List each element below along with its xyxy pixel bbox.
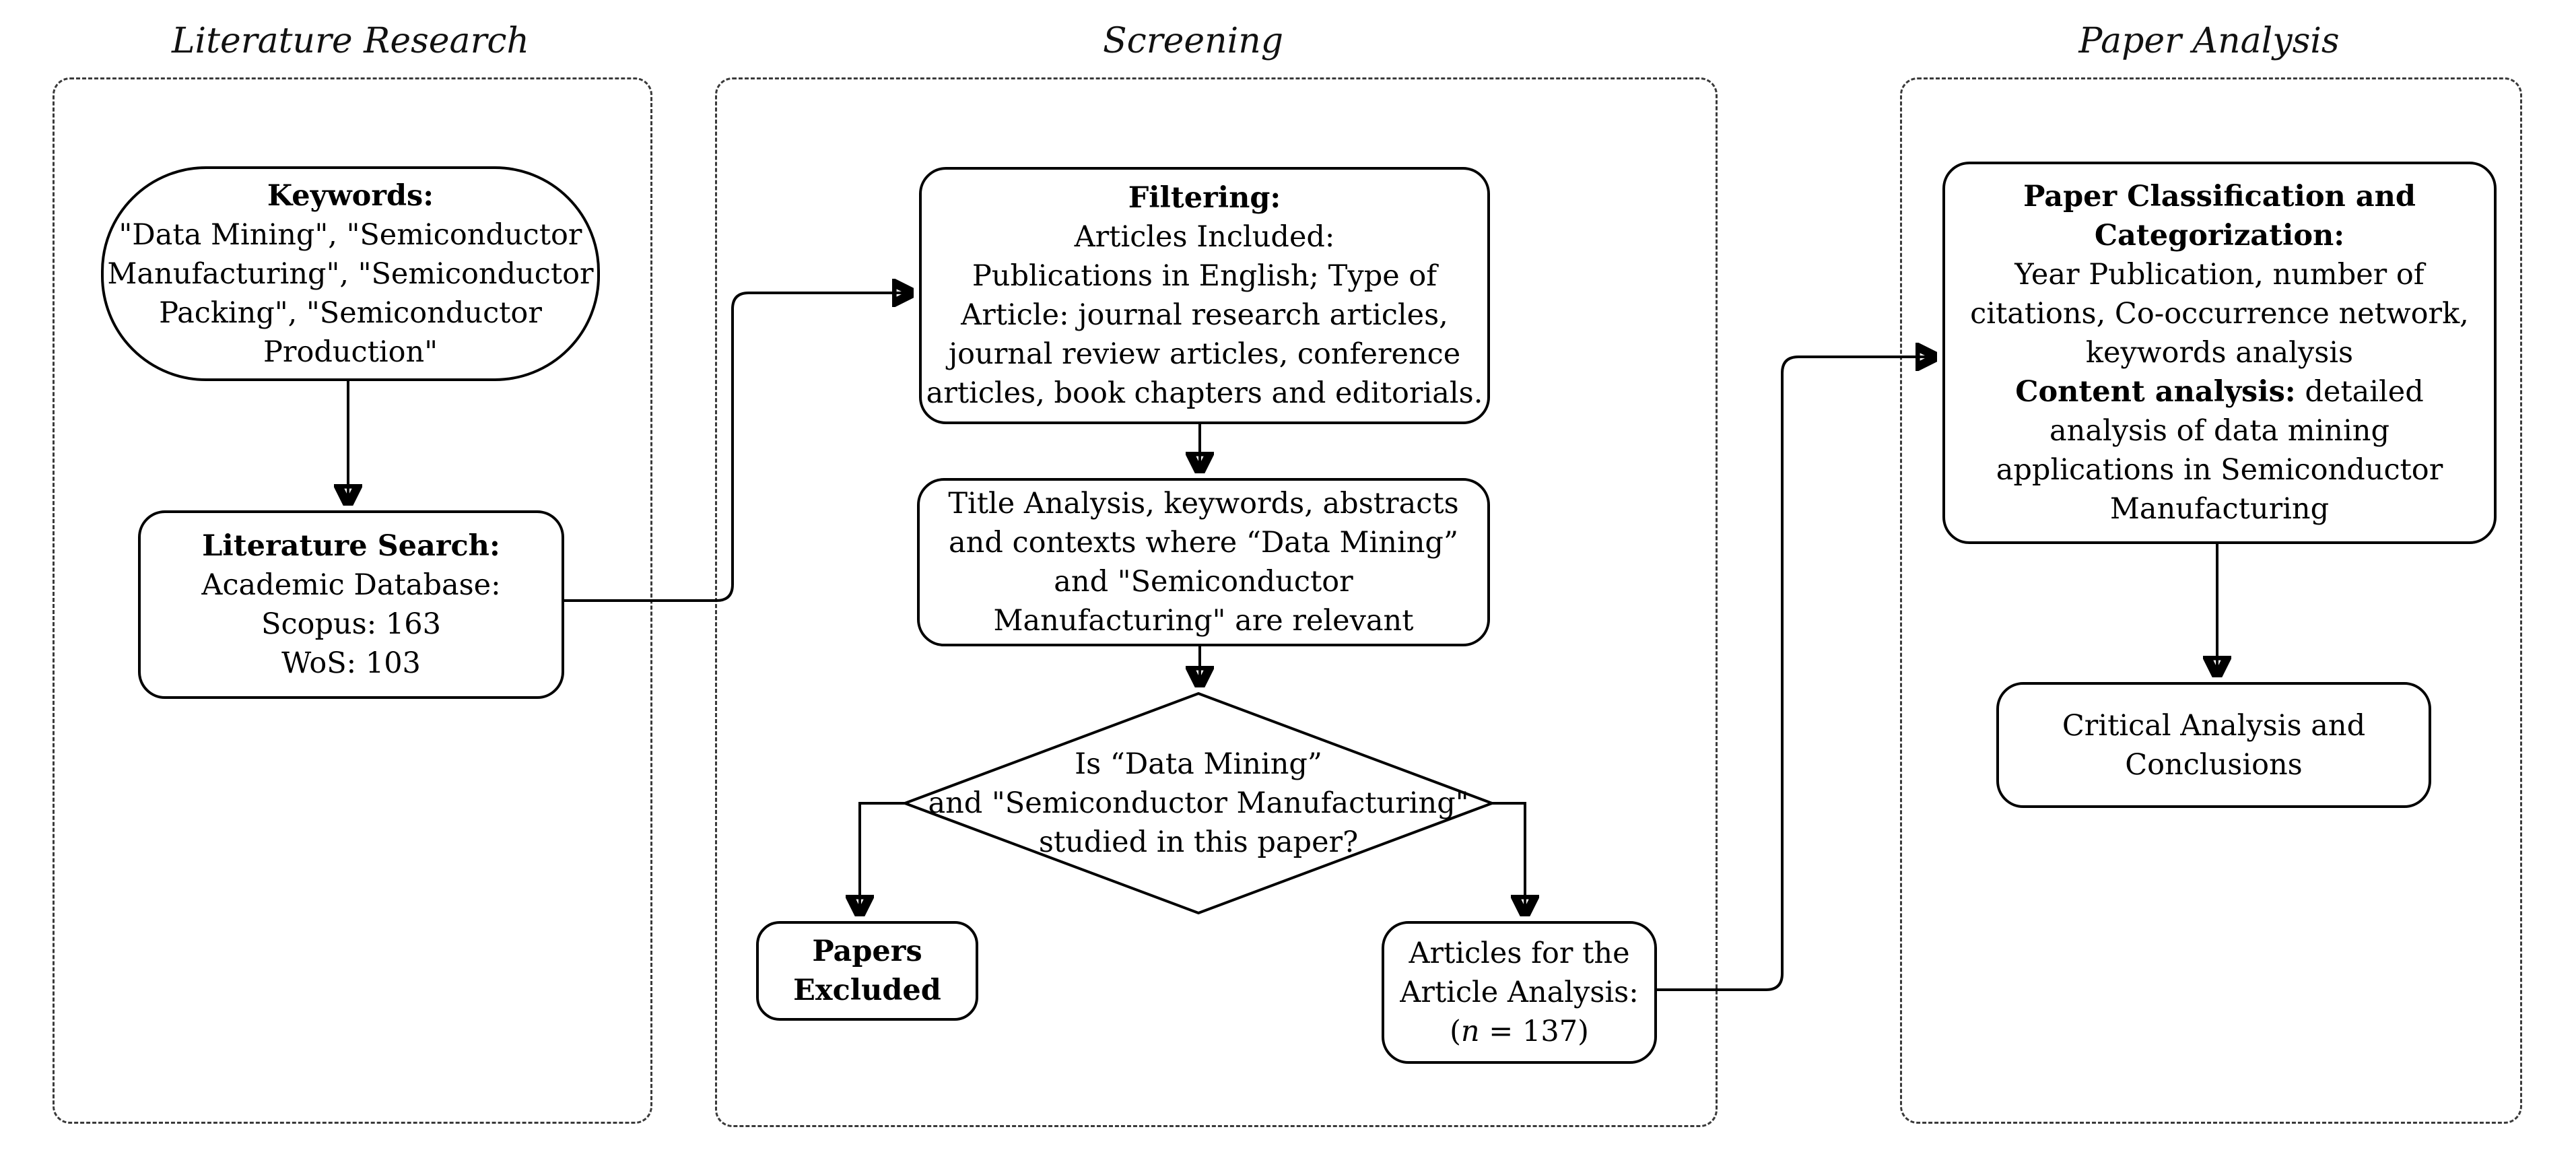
filtering-line: Publications in English; Type of (972, 259, 1437, 293)
articles-line: Article Analysis: (1400, 976, 1639, 1009)
papers-excluded-line: Excluded (793, 974, 941, 1007)
papers-excluded-line: Papers (812, 935, 922, 968)
literature-search-line: Academic Database: (201, 568, 501, 602)
content-analysis-line: applications in Semiconductor (1996, 453, 2443, 487)
node-critical-analysis (1996, 682, 2431, 808)
filtering-line: Article: journal research articles, (961, 298, 1448, 332)
critical-analysis-line: Conclusions (2125, 747, 2303, 782)
node-paper-classification (1942, 162, 2497, 544)
paper-classification-heading: Paper Classification and (2023, 180, 2416, 213)
critical-analysis-line: Critical Analysis and (2062, 708, 2366, 743)
title-analysis-line: Manufacturing" are relevant (993, 604, 1414, 638)
filtering-line: Articles Included: (1074, 220, 1335, 254)
keywords-heading: Keywords: (267, 178, 434, 213)
section-title-screening: Screening (1102, 21, 1284, 61)
title-analysis-line: and "Semiconductor (1054, 565, 1353, 599)
title-analysis-line: Title Analysis, keywords, abstracts (948, 487, 1459, 520)
articles-line: Articles for the (1409, 937, 1630, 970)
content-analysis-line (2015, 372, 2423, 411)
keywords-line: Packing", "Semiconductor (159, 296, 542, 330)
connector-articles-to-paper-classification (1652, 357, 1935, 990)
count-open: ( (1450, 1015, 1461, 1048)
connector-literature-search-to-filtering (559, 293, 912, 601)
decision-line: Is “Data Mining” (1075, 747, 1322, 781)
node-papers-excluded (756, 921, 978, 1021)
paper-classification-line: Year Publication, number of (2014, 258, 2425, 292)
node-literature-search (138, 510, 564, 699)
content-analysis-heading: Content analysis: (2015, 375, 2296, 409)
paper-classification-line: keywords analysis (2085, 336, 2354, 370)
literature-search-heading: Literature Search: (202, 529, 500, 563)
decision-text (928, 745, 1468, 862)
keywords-line: Manufacturing", "Semiconductor (107, 257, 594, 291)
content-analysis-line: analysis of data mining (2049, 414, 2389, 448)
node-keywords (101, 166, 600, 381)
node-decision-diamond (902, 691, 1495, 916)
keywords-line: Production" (263, 335, 438, 369)
paper-classification-heading: Categorization: (2094, 219, 2345, 252)
node-title-analysis (917, 478, 1490, 646)
articles-count-line (1450, 1012, 1589, 1051)
literature-search-line: Scopus: 163 (261, 607, 441, 641)
filtering-line: articles, book chapters and editorials. (926, 376, 1483, 410)
filtering-line: journal review articles, conference (948, 337, 1461, 371)
content-analysis-rest: detailed (2295, 375, 2424, 409)
literature-search-line: WoS: 103 (281, 646, 421, 680)
count-rest: = 137) (1479, 1015, 1589, 1048)
connector-decision-to-papers-excluded (860, 803, 906, 914)
count-variable: n (1460, 1015, 1480, 1048)
section-title-paper-analysis: Paper Analysis (2078, 21, 2340, 61)
content-analysis-line: Manufacturing (2109, 492, 2330, 526)
keywords-line: "Data Mining", "Semiconductor (118, 217, 582, 252)
paper-classification-line: citations, Co-occurrence network, (1970, 297, 2469, 331)
decision-line: and "Semiconductor Manufacturing" (928, 786, 1469, 820)
filtering-heading: Filtering: (1128, 181, 1281, 215)
node-filtering (919, 167, 1490, 424)
node-articles-for-analysis (1382, 921, 1657, 1064)
decision-line: studied in this paper? (1038, 825, 1359, 859)
connector-decision-to-articles (1491, 803, 1525, 914)
title-analysis-line: and contexts where “Data Mining” (949, 526, 1458, 560)
section-title-literature-research: Literature Research (171, 21, 530, 61)
